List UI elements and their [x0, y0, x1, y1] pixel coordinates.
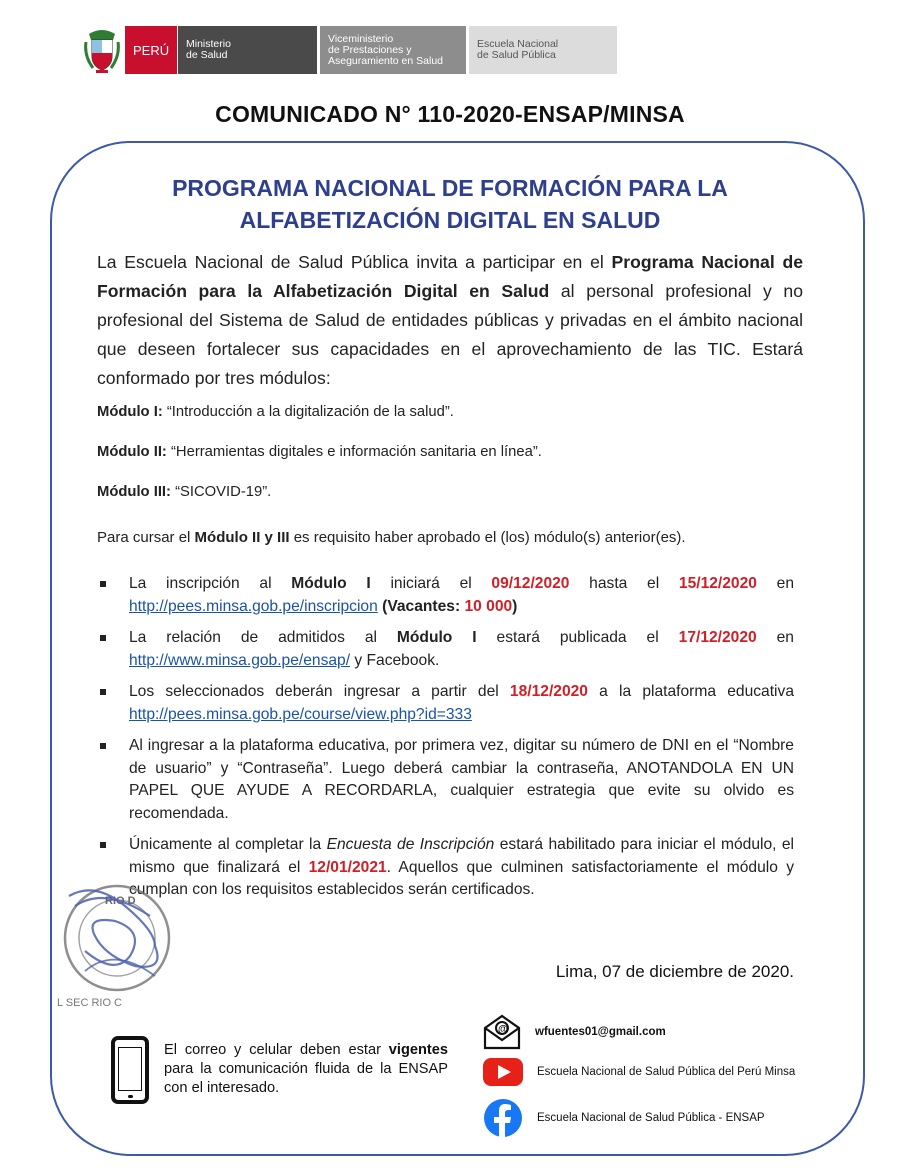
official-stamp-signature: [55, 876, 185, 1011]
youtube-icon: [483, 1058, 523, 1086]
ministerio-label: Ministerio de Salud: [177, 26, 317, 74]
modulo-2: Módulo II: “Herramientas digitales e información sanitaria en línea”.: [97, 444, 542, 460]
svg-text:RIO D: RIO D: [105, 895, 136, 907]
bullet-plataforma: Los seleccionados deberán ingresar a partir del 18/12/2020 a la plataforma educativa http://pees.minsa.gob.pe/course/view.php?id=333: [96, 681, 794, 726]
bullet-encuesta: Únicamente al completar la Encuesta de Inscripción estará habilitado para iniciar el módulo, el mismo que finalizará el 12/01/2021. Aquellos que culminen satisfactoriamente el módulo y cumplan con los requisitos establecidos serán certificados.: [96, 834, 794, 902]
bullet-inscripcion: La inscripción al Módulo I iniciará el 09/12/2020 hasta el 15/12/2020 en http://pees.minsa.gob.pe/inscripcion (Vacantes: 10 000): [96, 573, 794, 618]
intro-paragraph: La Escuela Nacional de Salud Pública invita a participar en el Programa Nacional de Formación para la Alfabetización Digital en Salud al personal profesional y no profesional del Sistema de Salud de entidades públicas y privadas en el ámbito nacional que deseen fortalecer sus capacidades en el aprovechamiento de las TIC. Estará conformado por tres módulos:: [97, 252, 803, 388]
bullet-admitidos: La relación de admitidos al Módulo I estará publicada el 17/12/2020 en http://www.minsa.gob.pe/ensap/ y Facebook.: [96, 627, 794, 672]
program-title: PROGRAMA NACIONAL DE FORMACIÓN PARA LA ALFABETIZACIÓN DIGITAL EN SALUD: [172, 175, 728, 233]
facebook-icon: [483, 1098, 523, 1138]
bullet-marker: [96, 627, 129, 672]
escuela-label: Escuela Nacional de Salud Pública: [469, 26, 617, 74]
ensap-link[interactable]: http://www.minsa.gob.pe/ensap/: [129, 651, 351, 669]
date-line: Lima, 07 de diciembre de 2020.: [555, 962, 794, 981]
mobile-phone-icon: [111, 1036, 149, 1104]
contact-note: El correo y celular deben estar vigentes para la comunicación fluida de la ENSAP con el interesado.: [164, 1042, 448, 1096]
contact-email[interactable]: @ wfuentes01@gmail.com: [483, 1014, 666, 1050]
comunicado-heading: COMUNICADO N° 110-2020-ENSAP/MINSA: [215, 101, 685, 127]
modulo-3: Módulo III: “SICOVID-19”.: [97, 484, 272, 500]
svg-text:L SEC RIO C: L SEC RIO C: [57, 997, 122, 1009]
requisito-text: Para cursar el Módulo II y III es requisito haber aprobado el (los) módulo(s) anterior(es).: [97, 529, 686, 546]
bullet-list: [96, 573, 794, 911]
contact-youtube[interactable]: Escuela Nacional de Salud Pública del Perú Minsa: [483, 1058, 795, 1086]
peru-coat-of-arms-icon: [83, 26, 121, 74]
bullet-marker: [96, 735, 129, 825]
header-band: [83, 26, 617, 74]
bullet-marker: [96, 573, 129, 618]
contact-facebook[interactable]: Escuela Nacional de Salud Pública - ENSAP: [483, 1098, 765, 1138]
modulo-1: Módulo I: “Introducción a la digitalización de la salud”.: [97, 404, 454, 420]
bullet-dni: Al ingresar a la plataforma educativa, por primera vez, digitar su número de DNI en el “Nombre de usuario” y “Contraseña”. Luego deberá cambiar la contraseña, ANOTANDOLA EN UN PAPEL QUE AYUDE A RECORDARLA, cualquier estrategia que evite su olvido es recomendada.: [96, 735, 794, 825]
peru-label: PERÚ: [125, 26, 177, 74]
email-icon: [483, 1014, 521, 1050]
bullet-marker: [96, 681, 129, 726]
viceministerio-label: Viceministerio de Prestaciones y Aseguramiento en Salud: [320, 26, 466, 74]
inscripcion-link[interactable]: http://pees.minsa.gob.pe/inscripcion: [129, 597, 378, 615]
svg-text:@: @: [498, 1024, 508, 1035]
course-link[interactable]: http://pees.minsa.gob.pe/course/view.php?id=333: [129, 705, 472, 723]
